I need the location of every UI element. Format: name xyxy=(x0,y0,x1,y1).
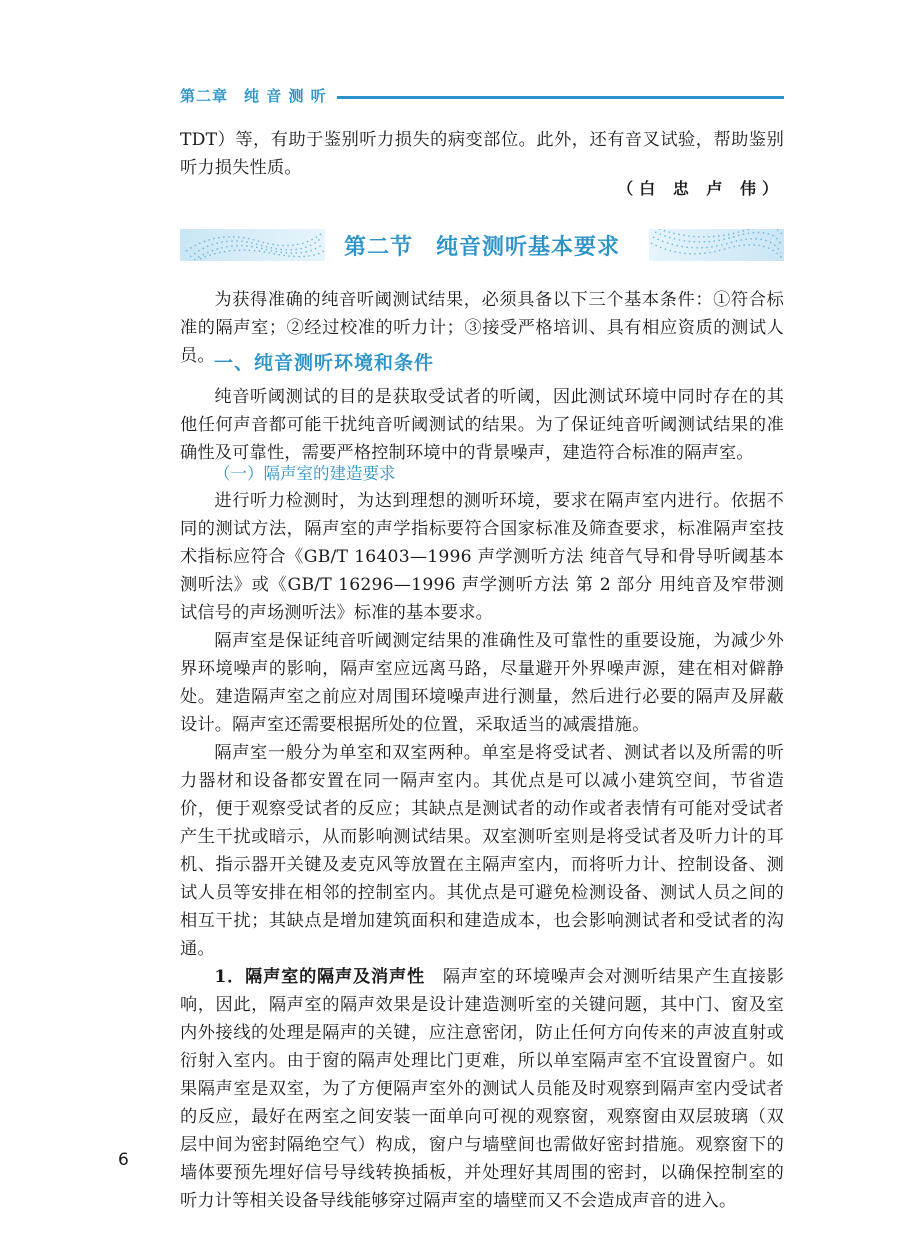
paragraph-2: 纯音听阈测试的目的是获取受试者的听阈，因此测试环境中同时存在的其他任何声音都可能干扰纯音听阈测试的结果。为了保证纯音听阈测试结果的准确性及可靠性，需要严格控制环境中的背景噪声，建造符合标准的隔声室。 xyxy=(180,387,784,463)
section-title: 第二节 纯音测听基本要求 xyxy=(343,234,620,260)
banner-right-decoration xyxy=(649,229,784,261)
heading-level-1: 一、纯音测听环境和条件 xyxy=(214,352,435,374)
paragraph-block-2 xyxy=(180,383,784,467)
paragraph-6-body: 隔声室的环境噪声会对测听结果产生直接影响，因此，隔声室的隔声效果是设计建造测听室的关键问题，其中门、窗及室内外接线的处理是隔声的关键，应注意密闭，防止任何方向传来的声波直射或衍射入室内。由于窗的隔声处理比门更难，所以单室隔声室不宜设置窗户。如果隔声室是双室，为了方便隔声室外的测试人员能及时观察到隔声室内受试者的反应，最好在两室之间安装一面单向可视的观察窗，观察窗由双层玻璃（双层中间为密封隔绝空气）构成，窗户与墙壁间也需做好密封措施。观察窗下的墙体要预先埋好信号导线转换插板，并处理好其周围的密封，以确保控制室的听力计等相关设备导线能够穿过隔声室的墙壁而又不会造成声音的进入。 xyxy=(180,967,784,1211)
paragraph-5: 隔声室一般分为单室和双室两种。单室是将受试者、测试者以及所需的听力器材和设备都安置在同一隔声室内。其优点是可以减小建筑空间，节省造价，便于观察受试者的反应；其缺点是测试者的动作或者表情有可能对受试者产生干扰或暗示，从而影响测试结果。双室测听室则是将受试者及听力计的耳机、指示器开关键及麦克风等放置在主隔声室内，而将听力计、控制设备、测试人员等安排在相邻的控制室内。其优点是可避免检测设备、测试人员之间的相互干扰；其缺点是增加建筑面积和建造成本，也会影响测试者和受试者的沟通。 xyxy=(180,743,784,959)
heading-level-2: （一）隔声室的建造要求 xyxy=(214,464,396,483)
intro-paragraph: TDT）等，有助于鉴别听力损失的病变部位。此外，还有音叉试验，帮助鉴别听力损失性质。 xyxy=(180,130,784,178)
page-number: 6 xyxy=(118,1150,129,1170)
paragraph-1: 为获得准确的纯音听阈测试结果，必须具备以下三个基本条件：①符合标准的隔声室；②经过校准的听力计；③接受严格培训、具有相应资质的测试人员。 xyxy=(180,290,784,366)
body-text xyxy=(180,487,784,1215)
paragraph-6-lead: 1．隔声室的隔声及消声性 xyxy=(214,967,425,987)
paragraph-3: 进行听力检测时，为达到理想的测听环境，要求在隔声室内进行。依据不同的测试方法，隔声室的声学指标要符合国家标准及筛查要求，标准隔声室技术指标应符合《GB/T 16403—1996 声学测听方法 纯音气导和骨导听阈基本测听法》或《GB/T 16296—1996 声学测听方法 第 2 部分 用纯音及窄带测试信号的声场测听法》标准的基本要求。 xyxy=(180,491,784,623)
section-banner xyxy=(180,225,784,265)
running-header xyxy=(180,84,784,106)
chapter-title: 第二章 纯 音 测 听 xyxy=(180,86,327,105)
intro-block xyxy=(180,126,784,182)
banner-left-decoration xyxy=(180,229,325,261)
paragraph-6 xyxy=(180,963,784,1215)
header-rule xyxy=(337,96,784,99)
paragraph-4: 隔声室是保证纯音听阈测定结果的准确性及可靠性的重要设施，为减少外界环境噪声的影响，隔声室应远离马路，尽量避开外界噪声源，建在相对僻静处。建造隔声室之前应对周围环境噪声进行测量，然后进行必要的隔声及屏蔽设计。隔声室还需要根据所处的位置，采取适当的减震措施。 xyxy=(180,631,784,735)
author-credit: （白 忠 卢 伟） xyxy=(617,179,784,198)
